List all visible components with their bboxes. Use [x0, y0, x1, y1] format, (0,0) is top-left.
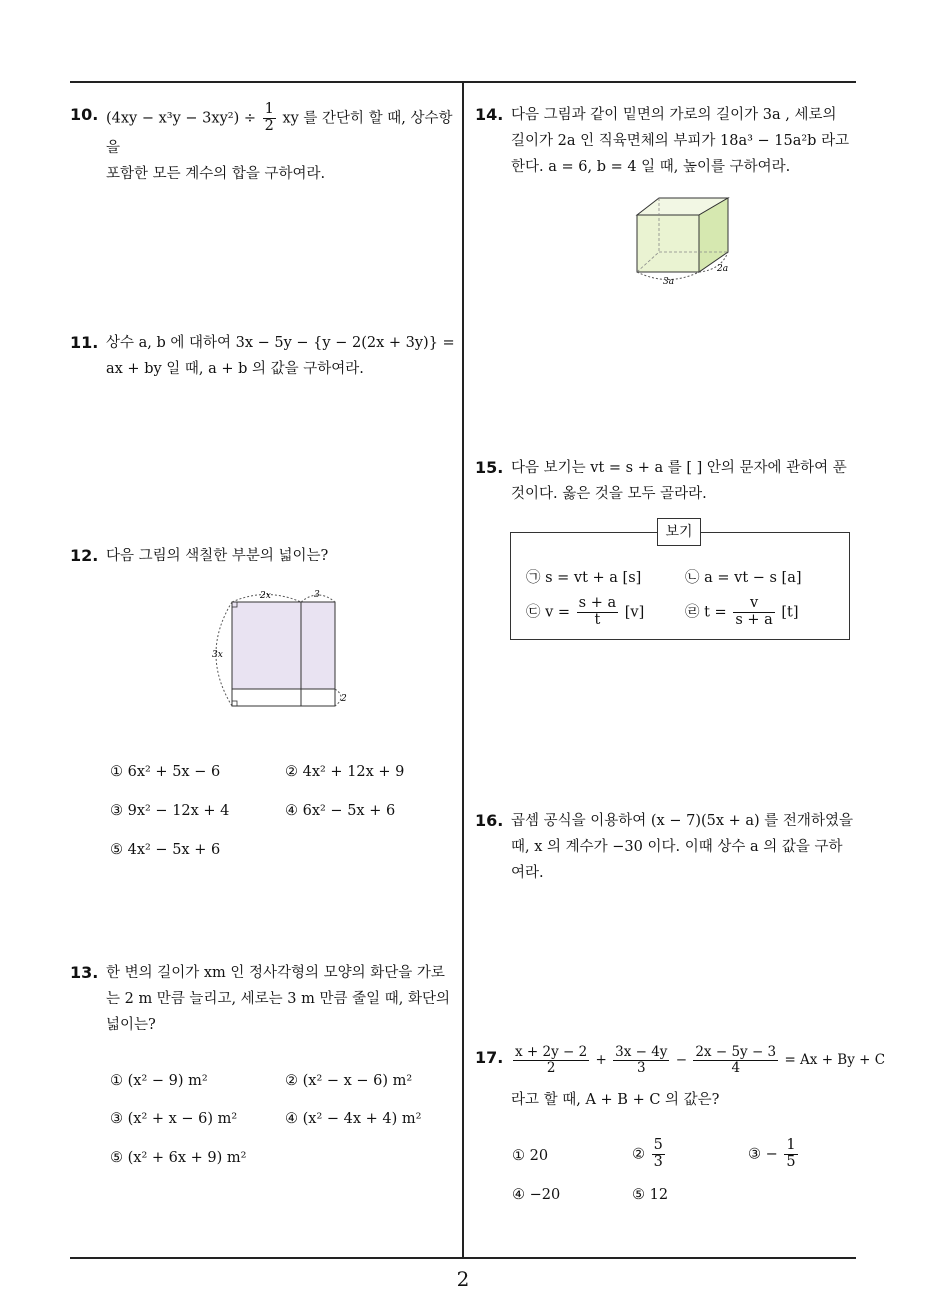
q12-choice-3[interactable]: ③ 9x² − 12x + 4 — [110, 803, 230, 819]
question-number: 16. — [475, 811, 504, 830]
question-16 — [475, 808, 860, 886]
q17-choice-1[interactable]: ① 20 — [512, 1148, 549, 1164]
q12-line1: 다음 그림의 색칠한 부분의 넓이는? — [106, 548, 329, 564]
question-number: 17. — [475, 1048, 504, 1067]
q13-line1: 한 변의 길이가 xm 인 정사각형의 모양의 화단을 가로 — [106, 965, 445, 981]
q13-choice-1[interactable]: ① (x² − 9) m² — [110, 1073, 208, 1089]
q17-choice-2[interactable]: ② $\frac{5}{3}$ — [632, 1137, 663, 1170]
q13-line3: 넓이는? — [106, 1017, 156, 1033]
question-17: 17. $\frac{x + 2y - 2}{2}$ + $\frac{3x - 4y}{3}$ − $\frac{2x - 5y - 3}{4}$ = Ax + By + C — [475, 1044, 886, 1076]
page-number: 2 — [456, 1267, 470, 1291]
q12-choice-4[interactable]: ④ 6x² − 5x + 6 — [285, 803, 396, 819]
q13-line2: 는 2 m 만큼 늘리고, 세로는 3 m 만큼 줄일 때, 화단의 — [106, 991, 450, 1007]
q14-cuboid-figure — [625, 190, 745, 290]
q17-fraction-2: $\frac{3x - 4y}{3}$ — [615, 1044, 668, 1076]
question-number: 14. — [475, 105, 504, 124]
q17-fraction-1: $\frac{x + 2y - 2}{2}$ — [515, 1044, 588, 1076]
question-number: 10. — [70, 105, 99, 124]
bogi-item-a[interactable]: ㉠ s = vt + a [s] — [526, 570, 642, 586]
q12-choice-2[interactable]: ② 4x² + 12x + 9 — [285, 764, 405, 780]
question-number: 13. — [70, 963, 99, 982]
label-2a: 2a — [717, 264, 729, 274]
q14-line2: 길이가 2a 인 직육면체의 부피가 18a³ − 15a²b 라고 — [511, 133, 850, 149]
q12-rectangle-figure — [205, 585, 355, 715]
question-12 — [70, 543, 460, 569]
question-number: 12. — [70, 546, 99, 565]
q13-choice-3[interactable]: ③ (x² + x − 6) m² — [110, 1111, 238, 1127]
question-number: 15. — [475, 458, 504, 477]
q15-line2: 것이다. 옳은 것을 모두 골라라. — [511, 486, 707, 502]
q12-choice-1[interactable]: ① 6x² + 5x − 6 — [110, 764, 221, 780]
q14-line3: 한다. a = 6, b = 4 일 때, 높이를 구하여라. — [511, 159, 791, 175]
bogi-item-b[interactable]: ㉡ a = vt − s [a] — [685, 570, 802, 586]
bogi-c-fraction: $\frac{s + a}{t}$ — [578, 595, 617, 628]
bogi-item-c[interactable]: ㉢ v = $\frac{s + a}{t}$ [v] — [526, 595, 645, 628]
q17-c2-fraction: $\frac{5}{3}$ — [653, 1137, 663, 1170]
q16-line1: 곱셈 공식을 이용하여 (x − 7)(5x + a) 를 전개하였을 — [511, 813, 853, 829]
label-2: 2 — [341, 694, 347, 704]
q10-text-post: xy 를 간단히 할 때, 상수항을 — [106, 110, 453, 156]
q13-choice-4[interactable]: ④ (x² − 4x + 4) m² — [285, 1111, 422, 1127]
q17-line2: 라고 할 때, A + B + C 의 값은? — [511, 1092, 720, 1108]
bogi-item-d[interactable]: ㉣ t = $\frac{v}{s + a}$ [t] — [685, 595, 799, 628]
label-3x: 3x — [212, 650, 223, 660]
question-15 — [475, 455, 860, 507]
question-13 — [70, 960, 460, 1038]
q11-line2: ax + by 일 때, a + b 의 값을 구하여라. — [106, 361, 364, 377]
label-2x: 2x — [260, 591, 271, 601]
q14-line1: 다음 그림과 같이 밑면의 가로의 길이가 3a , 세로의 — [511, 107, 837, 123]
label-3a: 3a — [663, 277, 675, 287]
q10-text-pre: (4xy − x³y − 3xy²) ÷ — [106, 110, 256, 127]
q10-fraction: $\frac{1}{2}$ — [264, 101, 274, 134]
q16-line2: 때, x 의 계수가 −30 이다. 이때 상수 a 의 값을 구하 — [511, 839, 843, 855]
q13-choice-5[interactable]: ⑤ (x² + 6x + 9) m² — [110, 1150, 247, 1166]
q17-choice-4[interactable]: ④ −20 — [512, 1187, 561, 1203]
column-divider — [462, 82, 464, 1258]
q17-choice-3[interactable]: ③ − $\frac{1}{5}$ — [748, 1137, 796, 1170]
q17-fraction-3: $\frac{2x - 5y - 3}{4}$ — [695, 1044, 777, 1076]
q12-choice-5[interactable]: ⑤ 4x² − 5x + 6 — [110, 842, 221, 858]
question-11 — [70, 330, 460, 382]
q17-choice-5[interactable]: ⑤ 12 — [632, 1187, 669, 1203]
q17-c3-fraction: $\frac{1}{5}$ — [786, 1137, 796, 1170]
q15-line1: 다음 보기는 vt = s + a 를 [ ] 안의 문자에 관하여 푼 — [511, 460, 847, 476]
question-10 — [70, 102, 460, 187]
question-number: 11. — [70, 333, 99, 352]
q11-line1: 상수 a, b 에 대하여 3x − 5y − {y − 2(2x + 3y)} = — [106, 335, 455, 351]
q16-line3: 여라. — [511, 865, 544, 881]
bogi-title: 보기 — [657, 518, 701, 546]
q10-line2: 포함한 모든 계수의 합을 구하여라. — [106, 165, 326, 182]
bottom-rule — [70, 1257, 856, 1259]
q17-rhs: = Ax + By + C — [784, 1051, 886, 1068]
bogi-d-fraction: $\frac{v}{s + a}$ — [735, 595, 773, 628]
question-14 — [475, 102, 860, 180]
q13-choice-2[interactable]: ② (x² − x − 6) m² — [285, 1073, 413, 1089]
label-3: 3 — [314, 590, 320, 600]
